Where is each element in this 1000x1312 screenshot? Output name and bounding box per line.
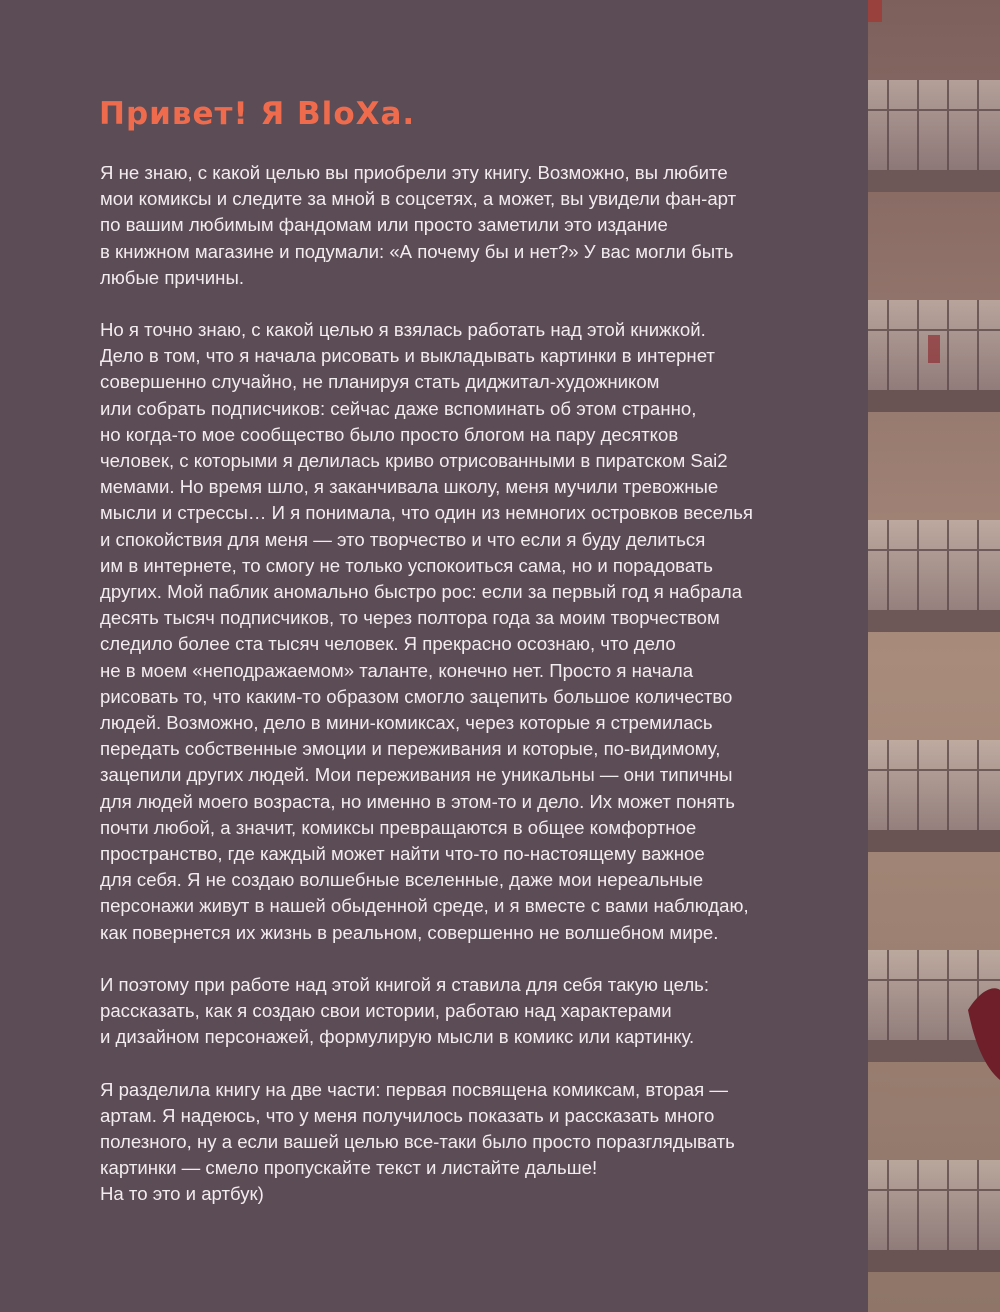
building-illustration <box>868 0 1000 1312</box>
text-line: по вашим любимым фандомам или просто заметили это издание <box>100 214 668 236</box>
text-line: пространство, где каждый может найти что-то по-настоящему важное <box>100 843 705 865</box>
text-line: следило более ста тысяч человек. Я прекрасно осознаю, что дело <box>100 633 676 655</box>
text-line: На то это и артбук) <box>100 1183 264 1205</box>
text-line: для людей моего возраста, но именно в этом-то и дело. Их может понять <box>100 790 735 812</box>
body-text <box>100 160 840 1234</box>
text-line: мои комиксы и следите за мной в соцсетях, а может, вы увидели фан-арт <box>100 188 737 210</box>
text-line: и спокойствия для меня — это творчество и что если я буду делиться <box>100 528 706 550</box>
text-line: полезного, ну а если вашей целью все-таки было просто поразглядывать <box>100 1130 735 1152</box>
text-line: картинки — смело пропускайте текст и листайте дальше! <box>100 1157 598 1179</box>
paragraph-3 <box>100 972 840 1051</box>
text-line: им в интернете, то смогу не только успокоиться сама, но и порадовать <box>100 554 713 576</box>
text-line: Я разделила книгу на две части: первая посвящена комиксам, вторая — <box>100 1078 728 1100</box>
text-line: почти любой, а значит, комиксы превращаются в общее комфортное <box>100 816 697 838</box>
text-line: или собрать подписчиков: сейчас даже вспоминать об этом странно, <box>100 397 697 419</box>
text-line: десять тысяч подписчиков, то через полтора года за моим творчеством <box>100 607 720 629</box>
text-line: рассказать, как я создаю свои истории, работаю над характерами <box>100 1000 672 1022</box>
paragraph-2 <box>100 317 840 946</box>
page-title: Привет! Я BloXa. <box>99 96 416 132</box>
paragraph-4 <box>100 1077 840 1208</box>
text-line: человек, с которыми я делилась криво отрисованными в пиратском Sai2 <box>100 450 728 472</box>
text-line: любые причины. <box>100 266 244 288</box>
text-line: в книжном магазине и подумали: «А почему бы и нет?» У вас могли быть <box>100 240 734 262</box>
text-line: Дело в том, что я начала рисовать и выкладывать картинки в интернет <box>100 345 715 367</box>
paragraph-1 <box>100 160 840 291</box>
apartment-building-art <box>868 0 1000 1312</box>
text-line: зацепили других людей. Мои переживания не уникальны — они типичны <box>100 764 733 786</box>
text-line: рисовать то, что каким-то образом смогло зацепить большое количество <box>100 685 733 707</box>
text-line: как повернется их жизнь в реальном, совершенно не волшебном мире. <box>100 921 719 943</box>
text-line: не в моем «неподражаемом» таланте, конечно нет. Просто я начала <box>100 659 694 681</box>
text-line: но когда-то мое сообщество было просто блогом на пару десятков <box>100 423 679 445</box>
text-line: мысли и стрессы… И я понимала, что один из немногих островков веселья <box>100 502 753 524</box>
text-line: передать собственные эмоции и переживания и которые, по-видимому, <box>100 738 721 760</box>
text-line: Я не знаю, с какой целью вы приобрели эту книгу. Возможно, вы любите <box>100 162 728 183</box>
text-line: и дизайном персонажей, формулирую мысли в комикс или картинку. <box>100 1026 695 1048</box>
text-line: артам. Я надеюсь, что у меня получилось показать и рассказать много <box>100 1104 715 1126</box>
text-line: совершенно случайно, не планируя стать диджитал-художником <box>100 371 660 393</box>
text-line: персонажи живут в нашей обыденной среде, и я вместе с вами наблюдаю, <box>100 895 749 917</box>
text-line: И поэтому при работе над этой книгой я ставила для себя такую цель: <box>100 973 710 995</box>
text-line: других. Мой паблик аномально быстро рос: если за первый год я набрала <box>100 581 743 603</box>
text-line: для себя. Я не создаю волшебные вселенные, даже мои нереальные <box>100 869 704 891</box>
text-line: Но я точно знаю, с какой целью я взялась работать над этой книжкой. <box>100 319 706 341</box>
text-line: людей. Возможно, дело в мини-комиксах, через которые я стремилась <box>100 712 713 734</box>
text-line: мемами. Но время шло, я заканчивала школу, меня мучили тревожные <box>100 476 719 498</box>
